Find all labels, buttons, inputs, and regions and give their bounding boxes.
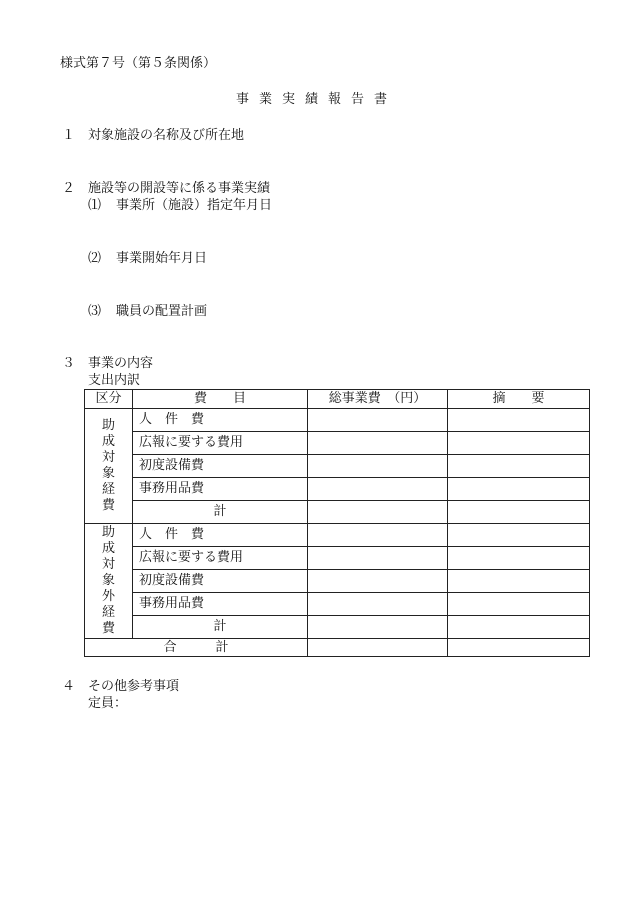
grand-total-cost-cell[interactable]: [308, 639, 448, 657]
page-title: 事業実績報告書: [236, 92, 398, 107]
table-row: [85, 547, 590, 570]
section-3-subtitle: 支出内訳: [88, 373, 141, 388]
section-1-number: １: [62, 128, 76, 143]
remarks-cell[interactable]: [448, 478, 590, 501]
remarks-cell[interactable]: [448, 616, 590, 639]
group-label-non-subsidized: 助 成 対 象 外 経 費: [85, 524, 133, 639]
remarks-cell[interactable]: [448, 501, 590, 524]
section-4-number: ４: [62, 679, 76, 694]
header-remarks: 摘 要: [448, 390, 590, 409]
item-personnel: 人 件 費: [133, 409, 308, 432]
section-4-capacity-label: 定員：: [88, 696, 128, 711]
table-row: [85, 616, 590, 639]
table-row: [85, 478, 590, 501]
section-3-title: 事業の内容: [88, 356, 154, 371]
cost-cell[interactable]: [308, 593, 448, 616]
header-category: 区分: [85, 390, 133, 409]
section-2-item-1-number: ⑴: [88, 198, 102, 213]
cost-cell[interactable]: [308, 501, 448, 524]
item-office-supplies: 事務用品費: [133, 478, 308, 501]
section-2-item-2-label: 事業開始年月日: [116, 251, 208, 266]
cost-cell[interactable]: [308, 524, 448, 547]
item-publicity: 広報に要する費用: [133, 432, 308, 455]
section-3-number: ３: [62, 356, 76, 371]
subtotal-label: 計: [133, 616, 308, 639]
section-2-title: 施設等の開設等に係る事業実績: [88, 181, 271, 196]
section-2-item-3-number: ⑶: [88, 304, 102, 319]
item-office-supplies: 事務用品費: [133, 593, 308, 616]
section-2-number: ２: [62, 181, 76, 196]
table-total-row: [85, 639, 590, 657]
form-label: 様式第７号（第５条関係）: [60, 56, 217, 71]
section-1-title: 対象施設の名称及び所在地: [88, 128, 245, 143]
item-publicity: 広報に要する費用: [133, 547, 308, 570]
remarks-cell[interactable]: [448, 432, 590, 455]
remarks-cell[interactable]: [448, 570, 590, 593]
header-total-cost: 総事業費 （円）: [308, 390, 448, 409]
remarks-cell[interactable]: [448, 409, 590, 432]
table-row: [85, 455, 590, 478]
table-row: [85, 593, 590, 616]
remarks-cell[interactable]: [448, 524, 590, 547]
subtotal-label: 計: [133, 501, 308, 524]
item-initial-equipment: 初度設備費: [133, 455, 308, 478]
table-row: [85, 432, 590, 455]
cost-cell[interactable]: [308, 432, 448, 455]
remarks-cell[interactable]: [448, 455, 590, 478]
group-label-subsidized: 助 成 対 象 経 費: [85, 409, 133, 524]
table-row: [85, 409, 590, 432]
cost-cell[interactable]: [308, 478, 448, 501]
remarks-cell[interactable]: [448, 593, 590, 616]
grand-total-remarks-cell[interactable]: [448, 639, 590, 657]
remarks-cell[interactable]: [448, 547, 590, 570]
cost-cell[interactable]: [308, 570, 448, 593]
section-4-title: その他参考事項: [88, 679, 180, 694]
section-2-item-1-label: 事業所（施設）指定年月日: [116, 198, 273, 213]
cost-cell[interactable]: [308, 616, 448, 639]
table-row: [85, 524, 590, 547]
cost-cell[interactable]: [308, 409, 448, 432]
cost-cell[interactable]: [308, 455, 448, 478]
section-2-item-2-number: ⑵: [88, 251, 102, 266]
item-initial-equipment: 初度設備費: [133, 570, 308, 593]
header-item: 費 目: [133, 390, 308, 409]
grand-total-label: 合 計: [85, 639, 308, 657]
table-header-row: [85, 390, 590, 409]
section-2-item-3-label: 職員の配置計画: [116, 304, 208, 319]
item-personnel: 人 件 費: [133, 524, 308, 547]
table-row: [85, 570, 590, 593]
table-row: [85, 501, 590, 524]
expense-table: [84, 389, 590, 657]
cost-cell[interactable]: [308, 547, 448, 570]
